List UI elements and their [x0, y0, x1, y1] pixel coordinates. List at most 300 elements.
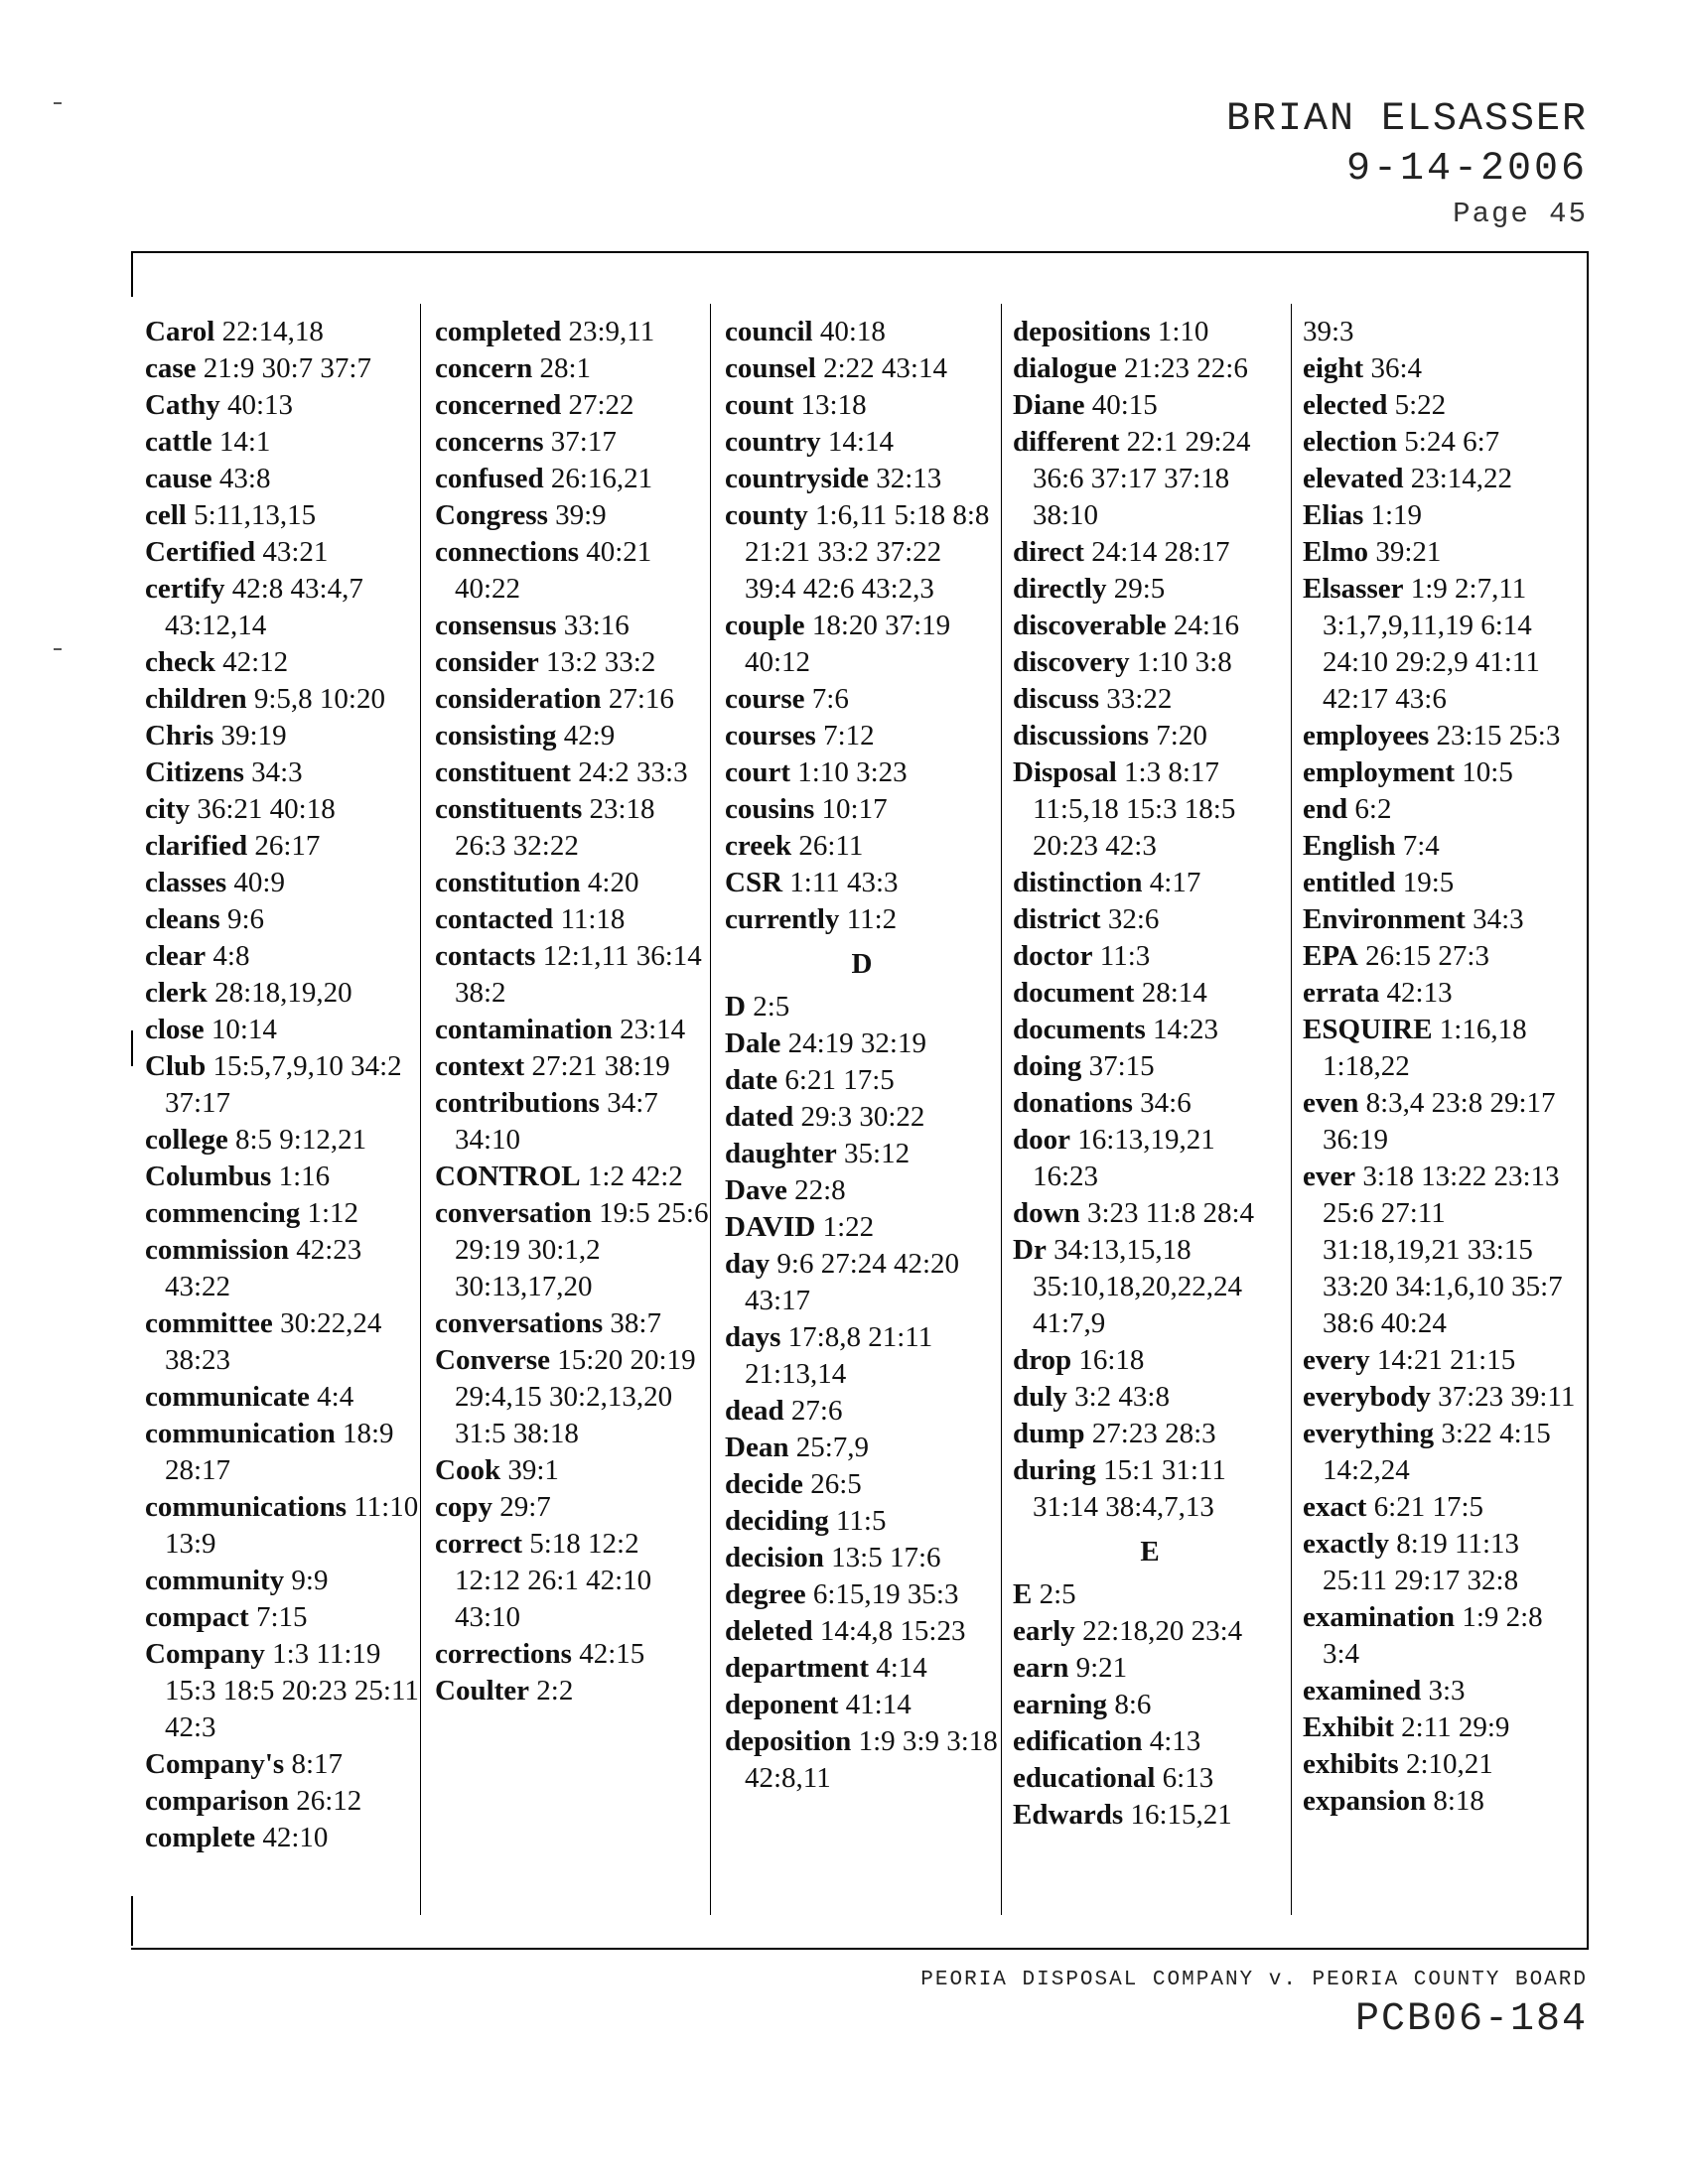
index-entry [145, 975, 419, 1012]
index-entry [725, 681, 999, 718]
index-entry [435, 938, 709, 1012]
index-entry [145, 901, 419, 938]
index-entry [145, 718, 419, 754]
index-term: depositions [1013, 316, 1151, 347]
index-entry [1013, 1195, 1287, 1232]
index-entry [145, 1563, 419, 1599]
index-entry [725, 1209, 999, 1246]
index-entry [725, 1099, 999, 1136]
index-term: completed [435, 316, 562, 347]
index-entry [145, 1159, 419, 1195]
index-term: communication [145, 1418, 336, 1449]
index-term: Certified [145, 536, 256, 568]
page-line-refs: 39:1 [507, 1454, 559, 1486]
index-term: city [145, 793, 191, 825]
index-entry [1013, 1379, 1287, 1416]
page-line-refs: 26:17 [254, 830, 321, 862]
index-entry [1013, 608, 1287, 644]
index-entry [1303, 718, 1577, 754]
page-line-refs: 2:5 [753, 991, 790, 1023]
index-term: cleans [145, 903, 220, 935]
page-line-refs: 22:14,18 [221, 316, 324, 347]
page-line-refs: 8:17 [291, 1748, 344, 1780]
index-entry [725, 1246, 999, 1319]
page-line-refs: 8:5 9:12,21 [234, 1124, 367, 1156]
page-line-refs: 27:6 [790, 1395, 843, 1427]
index-entry [1303, 534, 1577, 571]
index-term: earn [1013, 1652, 1069, 1684]
index-entry [145, 1820, 419, 1856]
page-line-refs: 40:9 [233, 867, 285, 898]
index-entry [725, 461, 999, 497]
index-entry [435, 608, 709, 644]
index-term: country [725, 426, 821, 458]
index-term: consensus [435, 610, 557, 641]
page-line-refs: 14:14 [827, 426, 894, 458]
index-term: D [725, 991, 746, 1023]
index-entry [1303, 1085, 1577, 1159]
page-line-refs: 40:15 [1091, 389, 1158, 421]
page-line-refs: 26:5 [810, 1468, 862, 1500]
index-entry [725, 718, 999, 754]
page-line-refs: 8:6 [1114, 1689, 1152, 1720]
page-line-refs: 5:22 [1394, 389, 1447, 421]
index-entry [725, 1466, 999, 1503]
index-term: Club [145, 1050, 207, 1082]
index-entry [1013, 1012, 1287, 1048]
index-entry [145, 497, 419, 534]
page-line-refs: 23:9,11 [568, 316, 655, 347]
index-entry [725, 1319, 999, 1393]
index-term: count [725, 389, 794, 421]
index-entry [1303, 1599, 1577, 1673]
index-entry [145, 1783, 419, 1820]
page-line-refs: 11:3 [1099, 940, 1151, 972]
index-term: district [1013, 903, 1101, 935]
index-term: everybody [1303, 1381, 1431, 1413]
index-term: commencing [145, 1197, 301, 1229]
page-line-refs: 22:8 [794, 1174, 846, 1206]
page-line-refs: 34:13,15,18 35:10,18,20,22,24 41:7,9 [1033, 1234, 1243, 1339]
index-term: cattle [145, 426, 212, 458]
index-entry [1013, 1122, 1287, 1195]
page-line-refs: 2:22 43:14 [823, 352, 947, 384]
page-line-refs: 23:18 26:3 32:22 [455, 793, 655, 862]
index-term: Edwards [1013, 1799, 1124, 1831]
page-line-refs: 1:3 11:19 15:3 18:5 20:23 25:11 42:3 [165, 1638, 419, 1743]
page-line-refs: 27:21 38:19 [531, 1050, 670, 1082]
index-entry [145, 754, 419, 791]
column-divider [710, 304, 711, 1915]
page-line-refs: 27:23 28:3 [1091, 1418, 1216, 1449]
index-entry [1013, 314, 1287, 350]
index-entry [145, 1195, 419, 1232]
index-term: elected [1303, 389, 1388, 421]
index-entry [1013, 350, 1287, 387]
page-line-refs: 17:8,8 21:11 21:13,14 [745, 1321, 933, 1390]
page-line-refs: 1:6,11 5:18 8:8 21:21 33:2 37:22 39:4 42:6 43:2,3 [745, 499, 990, 605]
index-entry [1013, 1576, 1287, 1613]
index-entry [435, 350, 709, 387]
index-term: different [1013, 426, 1120, 458]
page-line-refs: 11:18 [560, 903, 626, 935]
index-term: connections [435, 536, 579, 568]
index-entry [725, 1430, 999, 1466]
index-entry [145, 387, 419, 424]
index-entry [1013, 1048, 1287, 1085]
index-entry [725, 608, 999, 681]
index-term: children [145, 683, 247, 715]
page-line-refs: 14:23 [1152, 1014, 1219, 1045]
index-entry [435, 424, 709, 461]
index-entry [725, 791, 999, 828]
index-entry [1303, 1342, 1577, 1379]
index-term: deciding [725, 1505, 829, 1537]
index-term: dialogue [1013, 352, 1117, 384]
index-entry [145, 644, 419, 681]
index-entry [725, 1393, 999, 1430]
index-entry [1013, 1342, 1287, 1379]
index-term: employees [1303, 720, 1430, 751]
page-line-refs: 15:20 20:19 29:4,15 30:2,13,20 31:5 38:18 [455, 1344, 696, 1449]
page-line-refs: 39:3 [1303, 316, 1354, 347]
page-line-refs: 28:14 [1141, 977, 1207, 1009]
index-entry [1013, 975, 1287, 1012]
index-entry [725, 314, 999, 350]
index-term: county [725, 499, 808, 531]
case-number: PCB06-184 [1354, 1997, 1588, 2042]
index-entry [1303, 314, 1577, 350]
page-line-refs: 4:4 [317, 1381, 354, 1413]
index-term: compact [145, 1601, 249, 1633]
page-line-refs: 5:18 12:2 12:12 26:1 42:10 43:10 [455, 1528, 652, 1633]
index-term: concern [435, 352, 533, 384]
page-line-refs: 1:19 [1370, 499, 1423, 531]
index-entry [1303, 497, 1577, 534]
index-term: eight [1303, 352, 1364, 384]
index-term: decision [725, 1542, 824, 1573]
index-term: constitution [435, 867, 581, 898]
scan-mark [54, 648, 62, 650]
index-term: Elias [1303, 499, 1364, 531]
index-term: constituent [435, 756, 571, 788]
index-entry [435, 791, 709, 865]
index-entry [435, 901, 709, 938]
index-entry [1013, 938, 1287, 975]
index-entry [435, 1342, 709, 1452]
page-line-refs: 11:5 [836, 1505, 887, 1537]
index-term: examination [1303, 1601, 1456, 1633]
index-entry [725, 1503, 999, 1540]
page-line-refs: 23:14,22 [1410, 463, 1513, 494]
page-line-refs: 1:3 8:17 11:5,18 15:3 18:5 20:23 42:3 [1033, 756, 1236, 862]
index-entry [435, 1305, 709, 1342]
page-line-refs: 26:12 [296, 1785, 362, 1817]
page-line-refs: 24:19 32:19 [787, 1027, 926, 1059]
index-term: dead [725, 1395, 784, 1427]
index-term: Cathy [145, 389, 220, 421]
page-number: Page 45 [1453, 198, 1588, 230]
page-line-refs: 29:3 30:22 [800, 1101, 925, 1133]
index-term: early [1013, 1615, 1075, 1647]
index-term: discovery [1013, 646, 1130, 678]
page-line-refs: 32:6 [1107, 903, 1160, 935]
page-line-refs: 4:8 [212, 940, 250, 972]
page-line-refs: 15:1 31:11 31:14 38:4,7,13 [1033, 1454, 1226, 1523]
frame-left-tick-mid [131, 1030, 133, 1066]
index-term: clear [145, 940, 207, 972]
index-term: communications [145, 1491, 347, 1523]
page-line-refs: 7:20 [1156, 720, 1207, 751]
index-term: community [145, 1565, 285, 1596]
page-line-refs: 42:10 [262, 1822, 329, 1853]
page-line-refs: 34:6 [1140, 1087, 1192, 1119]
index-entry [1013, 644, 1287, 681]
page-line-refs: 7:6 [811, 683, 849, 715]
index-entry [1013, 387, 1287, 424]
page-line-refs: 16:13,19,21 16:23 [1033, 1124, 1215, 1192]
index-entry [725, 1687, 999, 1723]
index-term: committee [145, 1307, 273, 1339]
index-entry [1303, 1489, 1577, 1526]
index-entry [1013, 718, 1287, 754]
page-line-refs: 34:3 [251, 756, 303, 788]
index-entry [435, 1452, 709, 1489]
index-entry [145, 424, 419, 461]
index-entry [145, 1122, 419, 1159]
page-line-refs: 22:1 29:24 36:6 37:17 37:18 38:10 [1033, 426, 1251, 531]
page-line-refs: 5:11,13,15 [194, 499, 317, 531]
page-line-refs: 1:16 [278, 1160, 331, 1192]
index-entry [1013, 1452, 1287, 1526]
page-line-refs: 19:5 [1402, 867, 1455, 898]
index-term: deponent [725, 1689, 839, 1720]
index-column-1 [145, 314, 419, 1856]
index-term: exhibits [1303, 1748, 1399, 1780]
index-term: doctor [1013, 940, 1093, 972]
index-term: exact [1303, 1491, 1367, 1523]
index-term: dump [1013, 1418, 1085, 1449]
index-term: clarified [145, 830, 248, 862]
deposition-date: 9-14-2006 [1345, 147, 1588, 192]
index-term: election [1303, 426, 1398, 458]
index-term: counsel [725, 352, 816, 384]
index-term: ever [1303, 1160, 1356, 1192]
index-term: Dean [725, 1432, 789, 1463]
index-term: correct [435, 1528, 522, 1560]
page-line-refs: 8:19 11:13 25:11 29:17 32:8 [1323, 1528, 1520, 1596]
index-entry [725, 1540, 999, 1576]
index-term: Elsasser [1303, 573, 1404, 605]
index-term: concerns [435, 426, 544, 458]
page-line-refs: 12:1,11 36:14 38:2 [455, 940, 702, 1009]
index-term: employment [1303, 756, 1456, 788]
page-line-refs: 24:16 [1173, 610, 1239, 641]
index-term: day [725, 1248, 771, 1280]
index-term: duly [1013, 1381, 1067, 1413]
index-entry [435, 1636, 709, 1673]
index-entry [145, 1232, 419, 1305]
index-term: Columbus [145, 1160, 272, 1192]
index-term: confused [435, 463, 544, 494]
index-term: college [145, 1124, 228, 1156]
page-line-refs: 40:18 [819, 316, 886, 347]
index-term: Disposal [1013, 756, 1117, 788]
index-term: errata [1303, 977, 1380, 1009]
page-line-refs: 42:23 43:22 [165, 1234, 362, 1302]
page-line-refs: 1:9 2:8 3:4 [1323, 1601, 1543, 1670]
index-column-5 [1303, 314, 1577, 1820]
index-entry [1303, 1783, 1577, 1820]
index-entry [725, 828, 999, 865]
page-line-refs: 1:10 3:23 [797, 756, 908, 788]
page-line-refs: 1:9 3:9 3:18 42:8,11 [745, 1725, 998, 1794]
index-term: Converse [435, 1344, 550, 1376]
index-term: CSR [725, 867, 783, 898]
index-term: contributions [435, 1087, 600, 1119]
index-entry [145, 1489, 419, 1563]
index-entry [1013, 1687, 1287, 1723]
index-term: drop [1013, 1344, 1072, 1376]
column-divider [1291, 304, 1292, 1915]
index-entry [435, 387, 709, 424]
index-term: cell [145, 499, 187, 531]
index-entry [435, 1159, 709, 1195]
index-term: Company's [145, 1748, 285, 1780]
page-line-refs: 22:18,20 23:4 [1082, 1615, 1243, 1647]
index-entry [1013, 1232, 1287, 1342]
index-term: department [725, 1652, 869, 1684]
index-term: Elmo [1303, 536, 1369, 568]
page-line-refs: 6:15,19 35:3 [812, 1578, 959, 1610]
index-term: Carol [145, 316, 215, 347]
page-line-refs: 38:7 [610, 1307, 661, 1339]
index-entry [725, 901, 999, 938]
index-entry [145, 938, 419, 975]
page-line-refs: 39:19 [220, 720, 287, 751]
frame-left-tick-bottom [131, 1896, 133, 1946]
index-term: case [145, 352, 197, 384]
index-entry [435, 754, 709, 791]
page-line-refs: 35:12 [844, 1138, 911, 1169]
page-line-refs: 42:8 43:4,7 43:12,14 [165, 573, 363, 641]
section-letter: E [1140, 1536, 1160, 1568]
column-divider [1001, 304, 1002, 1915]
index-entry [725, 387, 999, 424]
index-term: ESQUIRE [1303, 1014, 1433, 1045]
index-entry [1303, 1746, 1577, 1783]
index-entry [435, 1085, 709, 1159]
index-term: English [1303, 830, 1396, 862]
index-term: end [1303, 793, 1348, 825]
index-entry [1013, 1797, 1287, 1834]
page-line-refs: 27:22 [568, 389, 634, 421]
index-term: communicate [145, 1381, 310, 1413]
index-entry [145, 1599, 419, 1636]
page-line-refs: 3:3 [1428, 1675, 1466, 1706]
index-entry [1303, 1673, 1577, 1709]
index-entry [435, 461, 709, 497]
index-entry [435, 644, 709, 681]
index-term: contacts [435, 940, 536, 972]
page-line-refs: 4:14 [876, 1652, 927, 1684]
page-line-refs: 36:4 [1370, 352, 1423, 384]
page-line-refs: 2:2 [536, 1675, 574, 1706]
index-term: Dave [725, 1174, 787, 1206]
index-term: earning [1013, 1689, 1108, 1720]
index-term: corrections [435, 1638, 572, 1670]
index-term: Congress [435, 499, 548, 531]
index-term: entitled [1303, 867, 1396, 898]
index-term: date [725, 1064, 778, 1096]
page-line-refs: 3:23 11:8 28:4 [1086, 1197, 1255, 1229]
index-entry [145, 571, 419, 644]
index-term: conversation [435, 1197, 592, 1229]
page-line-refs: 6:13 [1162, 1762, 1214, 1794]
index-entry [435, 865, 709, 901]
page-line-refs: 9:5,8 10:20 [253, 683, 385, 715]
page-line-refs: 9:6 [226, 903, 265, 935]
page-line-refs: 23:14 [620, 1014, 686, 1045]
index-entry [145, 1012, 419, 1048]
index-term: doing [1013, 1050, 1082, 1082]
scan-mark [54, 102, 62, 104]
page-line-refs: 28:18,19,20 [214, 977, 352, 1009]
index-entry [1013, 681, 1287, 718]
page-line-refs: 19:5 25:6 29:19 30:1,2 30:13,17,20 [455, 1197, 709, 1302]
index-term: countryside [725, 463, 869, 494]
index-entry [725, 1172, 999, 1209]
index-entry [1303, 1379, 1577, 1416]
index-term: deleted [725, 1615, 813, 1647]
index-term: document [1013, 977, 1135, 1009]
index-column-3 [725, 314, 999, 1797]
index-entry [145, 350, 419, 387]
index-term: currently [725, 903, 840, 935]
page-line-refs: 41:14 [845, 1689, 912, 1720]
page-line-refs: 1:9 2:7,11 3:1,7,9,11,19 6:14 24:10 29:2,9 41:11 42:17 43:6 [1323, 573, 1540, 715]
index-entry [725, 1025, 999, 1062]
section-letter: D [851, 948, 873, 980]
page-line-refs: 9:9 [291, 1565, 329, 1596]
index-term: EPA [1303, 940, 1358, 972]
page-line-refs: 43:21 [262, 536, 329, 568]
page-line-refs: 1:10 [1157, 316, 1209, 347]
index-term: Dale [725, 1027, 781, 1059]
page-line-refs: 1:16,18 1:18,22 [1323, 1014, 1527, 1082]
index-entry [725, 1576, 999, 1613]
index-term: copy [435, 1491, 492, 1523]
index-term: consider [435, 646, 539, 678]
index-entry [1303, 828, 1577, 865]
case-caption: PEORIA DISPOSAL COMPANY v. PEORIA COUNTY BOARD [920, 1969, 1588, 1991]
index-term: course [725, 683, 805, 715]
index-entry [435, 314, 709, 350]
page-line-refs: 29:7 [499, 1491, 551, 1523]
index-term: daughter [725, 1138, 837, 1169]
frame-left-tick-top [131, 251, 133, 297]
index-entry [145, 1379, 419, 1416]
index-term: educational [1013, 1762, 1156, 1794]
page-line-refs: 3:2 43:8 [1074, 1381, 1170, 1413]
index-entry [725, 989, 999, 1025]
index-entry [1013, 1613, 1287, 1650]
index-term: constituents [435, 793, 583, 825]
index-entry [1303, 461, 1577, 497]
index-term: deposition [725, 1725, 852, 1757]
page-line-refs: 24:2 33:3 [578, 756, 688, 788]
page-line-refs: 7:12 [823, 720, 875, 751]
